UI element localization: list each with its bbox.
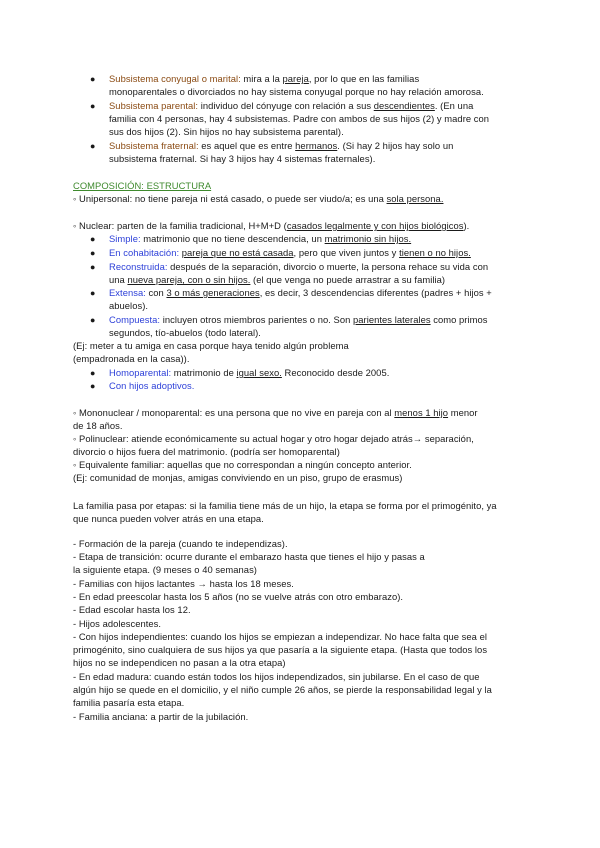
cohabitacion-label: En cohabitación: [109,247,180,258]
circle-bullet-icon: ◦ [73,407,77,418]
compuesta-line-2: segundos, tío-abuelos (todo lateral). [109,327,261,338]
underlined-term: casados legalmente y con hijos biológicos [286,220,464,231]
reconstruida-line-2: una nueva pareja, con o sin hijos. (el que venga no puede arrastrar a su familia) [109,274,446,285]
underlined-term: pareja que no está casada [181,247,294,258]
subsistema-parental-line-1: Subsistema parental: individuo del cónyuge con relación a sus descendientes. (En una [109,100,474,111]
homoparental-line: Homoparental: matrimonio de igual sexo. Reconocido desde 2005. [109,367,390,378]
homoparental-label: Homoparental: [109,367,172,378]
subsistema-fraternal-line-2: subsistema fraternal. Si hay 3 hijos hay 4 sistemas fraternales). [109,153,376,164]
bullet-icon: ● [90,288,96,298]
adoptivos-label: Con hijos adoptivos. [109,380,195,391]
etapa-line: la siguiente etapa. (9 meses o 40 semanas) [73,564,257,575]
etapa-line: - Familia anciana: a partir de la jubilación. [73,711,249,722]
subsistema-conyugal-label: Subsistema conyugal o marital: [109,73,241,84]
subsistema-parental-line-3: sus dos hijos (2). Sin hijos no hay subsistema parental). [109,126,344,137]
etapa-line: primogénito, sino cualquiera de sus hijos ya que pasaría a la siguiente etapa. (Hasta que todos los [73,644,488,655]
compuesta-line-1: Compuesta: incluyen otros miembros parientes o no. Son parientes laterales como primos [109,314,488,325]
extensa-label: Extensa: [109,287,146,298]
underlined-term: sola persona. [386,193,444,204]
composicion-heading: COMPOSICIÓN: ESTRUCTURA [73,180,212,191]
underlined-term: igual sexo. [236,367,282,378]
etapa-line: algún hijo se quede en el domicilio, y el niño cumple 26 años, se pierde la responsabilidad legal y la [73,684,492,695]
underlined-term: hermanos [295,140,338,151]
polinuclear-line-1: ◦ Polinuclear: atiende económicamente su actual hogar y otro hogar dejado atrás→ separación, [73,433,474,444]
subsistema-fraternal-line-1: Subsistema fraternal: es aquel que es entre hermanos. (Si hay 2 hijos hay solo un [109,140,454,151]
bullet-icon: ● [90,234,96,244]
subsistema-conyugal-line-1: Subsistema conyugal o marital: mira a la pareja, por lo que en las familias [109,73,420,84]
etapas-intro-line-2: que nunca pueden volver atrás en una etapa. [73,513,264,524]
polinuclear-line-2: divorcio o hijos fuera del matrimonio. (podría ser homoparental) [73,446,340,457]
circle-bullet-icon: ◦ [73,433,77,444]
underlined-term: menos 1 hijo [394,407,449,418]
etapa-line: - Formación de la pareja (cuando te independizas). [73,538,288,549]
subsistema-parental-line-2: familia con 4 personas, hay 4 subsistemas. Padre con ambos de sus hijos (2) y madre con [109,113,490,124]
etapa-line: familia pasaría esta etapa. [73,697,185,708]
compuesta-label: Compuesta: [109,314,161,325]
subsistema-fraternal-label: Subsistema fraternal: [109,140,199,151]
etapa-line: - En edad madura: cuando están todos los hijos independizados, sin jubilarse. En el caso de que [73,671,480,682]
subsistema-conyugal-line-2: monoparentales o divorciados no hay sistema conyugal porque no hay relación amorosa. [109,86,484,97]
nuclear-line: ◦ Nuclear: parten de la familia tradicional, H+M+D (casados legalmente y con hijos biológicos). [73,220,470,231]
underlined-term: pareja [282,73,309,84]
ejemplo-line-2: (empadronada en la casa)). [73,353,190,364]
underlined-term: matrimonio sin hijos. [324,233,412,244]
bullet-icon: ● [90,248,96,258]
mononuclear-line-1: ◦ Mononuclear / monoparental: es una persona que no vive en pareja con al menos 1 hijo menor [73,407,478,418]
equivalente-line-2: (Ej: comunidad de monjas, amigas conviviendo en un piso, grupo de erasmus) [73,472,403,483]
extensa-line-1: Extensa: con 3 o más generaciones, es decir, 3 descendencias diferentes (padres + hijos + [109,287,492,298]
unipersonal-line: ◦ Unipersonal: no tiene pareja ni está casado, o puede ser viudo/a; es una sola persona. [73,193,444,204]
bullet-icon: ● [90,74,96,84]
bullet-icon: ● [90,101,96,111]
underlined-term: 3 o más generaciones [166,287,260,298]
equivalente-line-1: ◦ Equivalente familiar: aquellas que no correspondan a ningún concepto anterior. [73,459,412,470]
bullet-icon: ● [90,368,96,378]
etapa-line: - Etapa de transición: ocurre durante el embarazo hasta que tienes el hijo y pasas a [73,551,425,562]
circle-bullet-icon: ◦ [73,459,77,470]
bullet-icon: ● [90,381,96,391]
underlined-term: descendientes [373,100,435,111]
bullet-icon: ● [90,262,96,272]
reconstruida-label: Reconstruida: [109,261,168,272]
extensa-line-2: abuelos). [109,300,149,311]
underlined-term: tienen o no hijos. [399,247,471,258]
simple-line: Simple: matrimonio que no tiene descendencia, un matrimonio sin hijos. [109,233,412,244]
mononuclear-line-2: de 18 años. [73,420,123,431]
ejemplo-line-1: (Ej: meter a tu amiga en casa porque haya tenido algún problema [73,340,349,351]
underlined-term: nueva pareja, con o sin hijos. [127,274,251,285]
simple-label: Simple: [109,233,141,244]
etapa-line: hijos no se independicen no pasan a la otra etapa) [73,657,286,668]
etapa-line: - Familias con hijos lactantes → hasta los 18 meses. [73,578,294,589]
circle-bullet-icon: ◦ [73,193,77,204]
subsistema-parental-label: Subsistema parental: [109,100,199,111]
reconstruida-line-1: Reconstruida: después de la separación, divorcio o muerte, la persona rehace su vida con [109,261,489,272]
etapa-line: - En edad preescolar hasta los 5 años (no se vuelve atrás con otro embarazo). [73,591,404,602]
etapas-intro-line-1: La familia pasa por etapas: si la familia tiene más de un hijo, la etapa se forma por el primogénito, ya [73,500,497,511]
underlined-term: parientes laterales [353,314,431,325]
etapa-line: - Con hijos independientes: cuando los hijos se empiezan a independizar. No hace falta que sea el [73,631,487,642]
circle-bullet-icon: ◦ [73,220,77,231]
etapa-line: - Edad escolar hasta los 12. [73,604,191,615]
bullet-icon: ● [90,315,96,325]
cohabitacion-line: En cohabitación: pareja que no está casada, pero que viven juntos y tienen o no hijos. [109,247,471,258]
etapa-line: - Hijos adolescentes. [73,618,162,629]
bullet-icon: ● [90,141,96,151]
